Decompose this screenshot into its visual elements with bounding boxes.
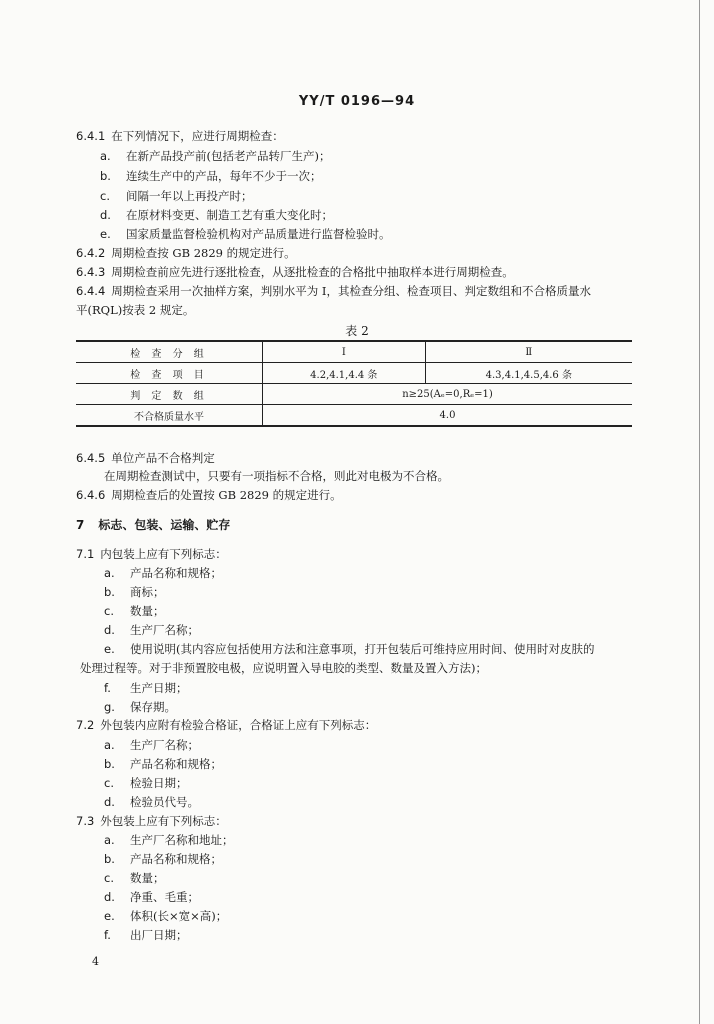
clause-6-4-1 <box>76 128 284 144</box>
list-item: e. 体积(长×宽×高)； <box>104 909 228 923</box>
row-label: 检 查 项 目 <box>76 363 263 384</box>
standard-number-header: YY/T 0196—94 <box>298 94 416 109</box>
clause-6-4-2: 6.4.2 周期检查按 GB 2829 的规定进行。 <box>76 246 296 260</box>
list-item: c. 数量； <box>104 604 165 618</box>
list-item: d. 净重、毛重； <box>104 890 199 904</box>
row-label: 不合格质量水平 <box>76 405 263 427</box>
clause-6-4-5: 6.4.5 单位产品不合格判定 <box>76 451 215 465</box>
list-item: a. 生产厂名称； <box>104 738 199 752</box>
clause-number: 6.4.1 <box>76 129 106 143</box>
clause-7-1: 7.1 内包装上应有下列标志： <box>76 547 227 561</box>
list-item: c. 检验日期； <box>104 776 188 790</box>
section-7-heading: 7 标志、包装、运输、贮存 <box>76 518 231 532</box>
table-row <box>76 363 632 384</box>
clause-6-4-6: 6.4.6 周期检查后的处置按 GB 2829 的规定进行。 <box>76 488 342 502</box>
table-2 <box>76 340 632 427</box>
list-item: a. 在新产品投产前(包括老产品转厂生产)； <box>100 149 331 163</box>
list-item: d. 在原材料变更、制造工艺有重大变化时； <box>100 208 333 222</box>
table-cell: 4.0 <box>263 405 633 427</box>
list-item: b. 商标； <box>104 585 165 599</box>
list-item: b. 产品名称和规格； <box>104 852 222 866</box>
clause-text: 在下列情况下，应进行周期检查： <box>111 129 284 143</box>
table-cell: 4.3,4.1,4.5,4.6 条 <box>425 363 632 384</box>
list-item: d. 生产厂名称； <box>104 623 199 637</box>
clause-6-4-5-text: 在周期检查测试中，只要有一项指标不合格，则此对电极为不合格。 <box>104 469 449 483</box>
list-item-continued: 处理过程等。对于非预置胶电极，应说明置入导电胶的类型、数量及置入方法)； <box>80 661 487 675</box>
list-item: c. 间隔一年以上再投产时； <box>100 189 253 203</box>
table-cell: n≥25(Aₑ=0,Rₑ=1) <box>263 384 633 405</box>
list-item: d. 检验员代号。 <box>104 795 199 809</box>
page-edge-line <box>699 0 700 1024</box>
table-caption: 表 2 <box>345 324 369 338</box>
list-item: e. 国家质量监督检验机构对产品质量进行监督检验时。 <box>100 227 391 241</box>
page-number: 4 <box>92 955 99 968</box>
list-item: f. 生产日期； <box>104 681 188 695</box>
clause-7-2: 7.2 外包装内应附有检验合格证，合格证上应有下列标志： <box>76 718 377 732</box>
row-label: 判 定 数 组 <box>76 384 263 405</box>
clause-7-3: 7.3 外包装上应有下列标志： <box>76 814 227 828</box>
table-row <box>76 405 632 427</box>
row-label: 检 查 分 组 <box>76 341 263 363</box>
table-cell: Ⅰ <box>263 341 426 363</box>
table-cell: 4.2,4.1,4.4 条 <box>263 363 426 384</box>
list-item: a. 产品名称和规格； <box>104 566 222 580</box>
table-cell: Ⅱ <box>425 341 632 363</box>
list-item: f. 出厂日期； <box>104 928 188 942</box>
table-row <box>76 341 632 363</box>
list-item: c. 数量； <box>104 871 165 885</box>
list-item: g. 保存期。 <box>104 700 176 714</box>
list-item: b. 连续生产中的产品，每年不少于一次； <box>100 169 322 183</box>
list-item: b. 产品名称和规格； <box>104 757 222 771</box>
table-row <box>76 384 632 405</box>
list-item: a. 生产厂名称和地址； <box>104 833 234 847</box>
clause-6-4-4: 6.4.4 周期检查采用一次抽样方案，判别水平为 Ⅰ，其检查分组、检查项目、判定数组和不合格质量水 <box>76 284 591 298</box>
list-item: e. 使用说明(其内容应包括使用方法和注意事项，打开包装后可维持应用时间、使用时对皮肤的 <box>104 642 595 656</box>
clause-6-4-4-continued: 平(RQL)按表 2 规定。 <box>76 303 195 317</box>
clause-6-4-3: 6.4.3 周期检查前应先进行逐批检查，从逐批检查的合格批中抽取样本进行周期检查。 <box>76 265 514 279</box>
